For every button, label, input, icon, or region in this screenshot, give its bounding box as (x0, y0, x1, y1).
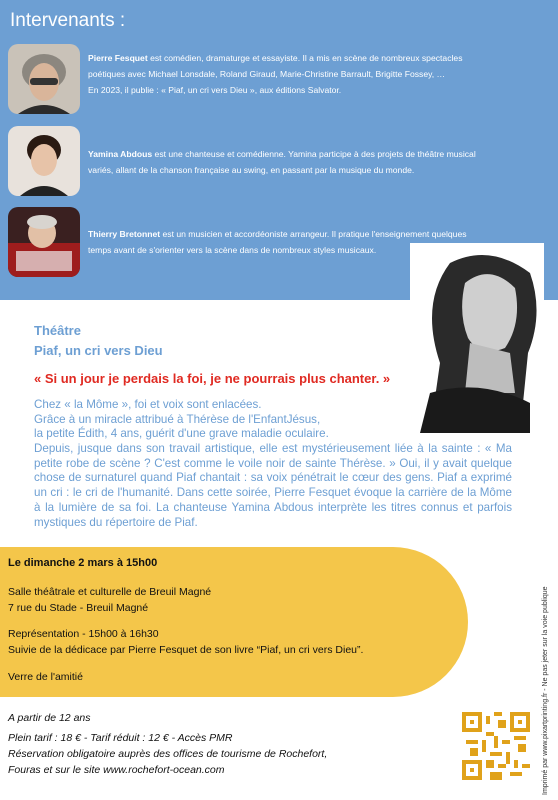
person-name: Yamina Abdous (88, 149, 153, 159)
section-title: Intervenants : (10, 10, 126, 31)
venue-name: Salle théâtrale et culturelle de Breuil Magné (8, 586, 212, 598)
thierry-bretonnet-photo (8, 207, 80, 277)
event-date: Le dimanche 2 mars à 15h00 (8, 557, 158, 569)
person-name: Thierry Bretonnet (88, 229, 161, 239)
show-title: Piaf, un cri vers Dieu (34, 343, 163, 358)
intro-paragraph: Chez « la Môme », foi et voix sont enlacées. Grâce à un miracle attribué à Thérèse de l'EnfantJésus, la petite Édith, 4 ans, guérit d'une grave maladie oculaire. (34, 398, 329, 441)
description-paragraph: Depuis, jusque dans son travail artistique, elle est mystérieusement liée à la sainte : « Ma petite robe de scène ? C'est comme le voile noir de sainte Thérèse. » Oui, il y avait quelque chose de surnaturel quand Piaf chantait : sa voix pénétrait le cœur des gens. Piaf a exprimé un cri : le cri de l'humanité. Dans cette soirée, Pierre Fesquet évoque la carrière de la Môme à la lumière de sa foi. La chanteuse Yamina Abdous interprète les titres connus et parfois mystiques du répertoire de Piaf. (34, 442, 512, 529)
piaf-quote: « Si un jour je perdais la foi, je ne pourrais plus chanter. » (34, 371, 391, 386)
genre-label: Théâtre (34, 323, 81, 338)
venue-address: 7 rue du Stade - Breuil Magné (8, 602, 149, 614)
yamina-abdous-bio: Yamina Abdous est une chanteuse et comédienne. Yamina participe à des projets de théâtre musical variés, allant de la chanson française au swing, en passant par la musique du monde. (88, 149, 476, 175)
ticket-prices: Plein tarif : 18 € - Tarif réduit : 12 € - Accès PMR (8, 732, 233, 744)
thierry-bretonnet-bio: Thierry Bretonnet est un musicien et accordéoniste arrangeur. Il pratique l'enseignement quelques temps avant de s'orienter vers la scène dans de nombreux styles musicaux. (88, 229, 467, 255)
printer-notice: Imprimé par www.pixartprinting.fr - Ne pas jeter sur la voie publique (542, 586, 549, 795)
booking-info-line2: Fouras et sur le site www.rochefort-ocean.com (8, 764, 225, 776)
book-signing: Suivie de la dédicace par Pierre Fesquet de son livre “Piaf, un cri vers Dieu”. (8, 644, 364, 656)
qr-code-icon[interactable] (462, 712, 530, 780)
show-time: Représentation - 15h00 à 16h30 (8, 628, 159, 640)
yamina-abdous-photo (8, 126, 80, 196)
pierre-fesquet-bio: Pierre Fesquet est comédien, dramaturge et essayiste. Il a mis en scène de nombreux spectacles poétiques avec Michael Lonsdale, Roland Giraud, Marie-Christine Barrault, Brigitte Fossey, … En 2023, il publie : « Piaf, un cri vers Dieu », aux éditions Salvator. (88, 53, 463, 95)
person-name: Pierre Fesquet (88, 53, 148, 63)
age-requirement: A partir de 12 ans (8, 712, 91, 724)
reception-note: Verre de l'amitié (8, 671, 83, 683)
pierre-fesquet-photo (8, 44, 80, 114)
booking-info-line1: Réservation obligatoire auprès des offices de tourisme de Rochefort, (8, 748, 328, 760)
